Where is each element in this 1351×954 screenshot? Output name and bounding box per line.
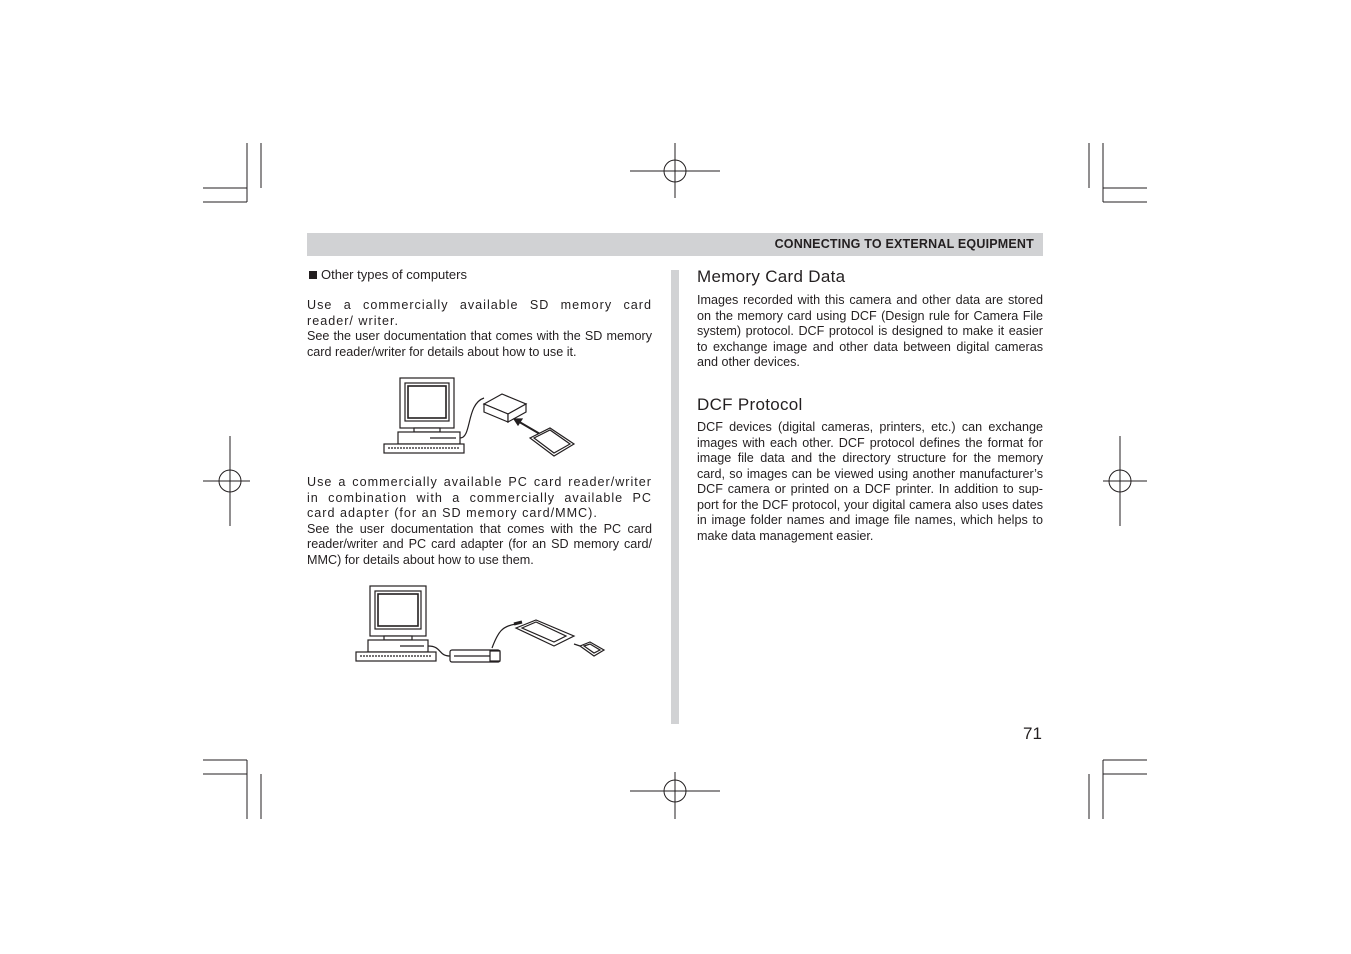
- memory-card-data-body: Images recorded with this camera and other data are stored on the memory card using DCF (Design rule for Camera File system) protocol. DCF protocol is designed to make it easier to exchange image and other data between digital cameras and other devices.: [697, 293, 1043, 369]
- sd-reader-para2: See the user documentation that comes with the SD memory card reader/writer for details about how to use it.: [307, 329, 652, 359]
- pc-card-para2: See the user documentation that comes with the PC card reader/writer and PC card adapter (for an SD memory card/ MMC) for details about how to use them.: [307, 521, 652, 567]
- page-number: 71: [1023, 724, 1042, 743]
- pc-card-para1: Use a commercially available PC card reader/writer in combination with a commercially available PC card adapter (for an SD memory card/MMC).: [307, 475, 652, 520]
- card-reader-icon: [484, 394, 526, 422]
- sd-reader-para1: Use a commercially available SD memory card reader/ writer.: [307, 298, 652, 328]
- pc-card-adapter-icon: [516, 620, 574, 646]
- memory-card-data-heading: Memory Card Data: [697, 267, 846, 286]
- dcf-protocol-heading: DCF Protocol: [697, 395, 803, 414]
- square-bullet-icon: [309, 271, 317, 279]
- pc-card-reader-icon: [450, 650, 500, 662]
- sd-card-icon: [580, 642, 604, 656]
- section-label-text: Other types of computers: [321, 267, 467, 282]
- sd-reader-instructions: [307, 298, 652, 360]
- computer-icon: [356, 586, 436, 661]
- pc-card-illustration: [352, 582, 608, 666]
- dcf-protocol-body: DCF devices (digital cameras, printers, etc.) can exchange images with each other. DCF protocol defines the format for image file data and the directory structure for the memory card, so images can be viewed using another manufacturer’s DCF camera or printed on a DCF printer. In addition to sup-port for the DCF protocol, your digital camera also uses dates in image folder names and image file names, which helps to make data management easier.: [697, 420, 1043, 543]
- computer-icon: [384, 378, 464, 453]
- column-divider: [671, 270, 679, 724]
- sd-reader-illustration: [380, 374, 580, 464]
- section-header-title: CONNECTING TO EXTERNAL EQUIPMENT: [774, 237, 1034, 251]
- section-header-bar: [307, 233, 1043, 256]
- section-label: [309, 267, 467, 282]
- pc-card-instructions: [307, 475, 652, 568]
